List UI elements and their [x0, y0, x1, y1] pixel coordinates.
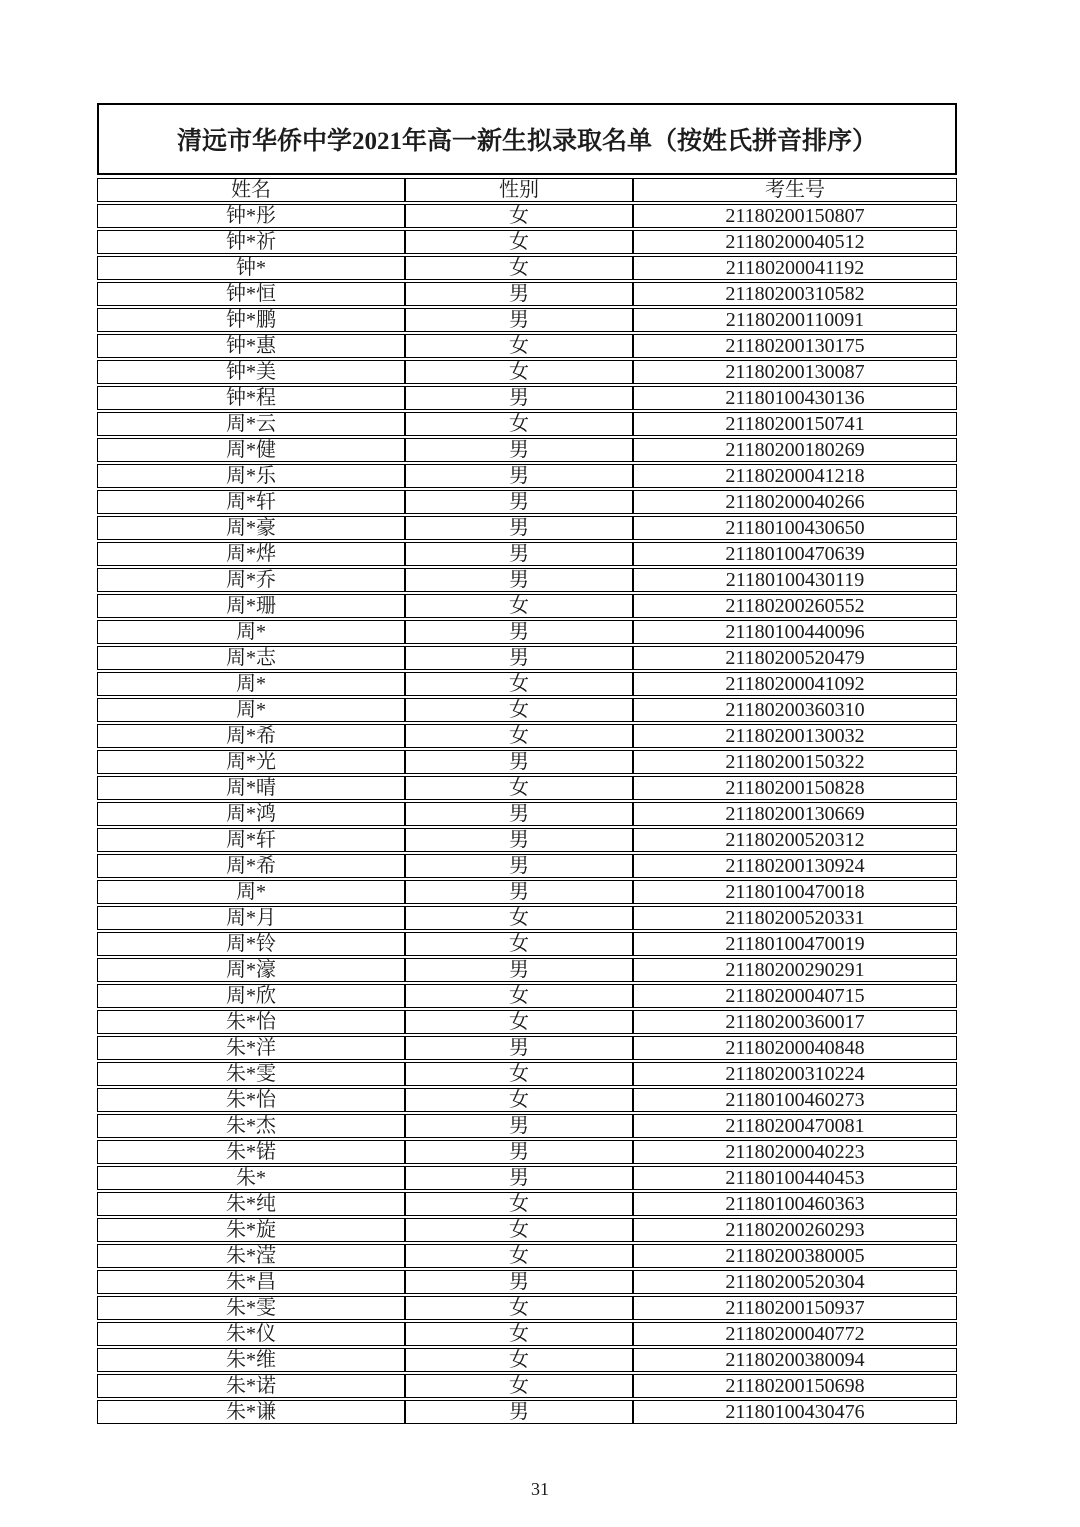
- table-row: [97, 1062, 957, 1086]
- column-header-exam-number: 考生号: [633, 178, 957, 202]
- cell-name: 朱*锘: [97, 1140, 405, 1164]
- cell-gender: 男: [405, 620, 633, 644]
- cell-exam-number: 21180200130175: [633, 334, 957, 358]
- cell-exam-number: 21180200260552: [633, 594, 957, 618]
- cell-exam-number: 21180200260293: [633, 1218, 957, 1242]
- cell-gender: 女: [405, 256, 633, 280]
- table-row: [97, 880, 957, 904]
- cell-exam-number: 21180100460273: [633, 1088, 957, 1112]
- cell-exam-number: 21180100430476: [633, 1400, 957, 1424]
- cell-exam-number: 21180200290291: [633, 958, 957, 982]
- cell-name: 周*云: [97, 412, 405, 436]
- title-box: [97, 103, 957, 175]
- cell-gender: 女: [405, 906, 633, 930]
- cell-gender: 女: [405, 1062, 633, 1086]
- cell-name: 朱*雯: [97, 1062, 405, 1086]
- cell-name: 周*晴: [97, 776, 405, 800]
- table-row: [97, 282, 957, 306]
- cell-gender: 男: [405, 1400, 633, 1424]
- table-row: [97, 1140, 957, 1164]
- cell-name: 钟*恒: [97, 282, 405, 306]
- cell-exam-number: 21180100430119: [633, 568, 957, 592]
- cell-gender: 女: [405, 1088, 633, 1112]
- cell-exam-number: 21180200040512: [633, 230, 957, 254]
- cell-exam-number: 21180200110091: [633, 308, 957, 332]
- cell-exam-number: 21180100470019: [633, 932, 957, 956]
- cell-exam-number: 21180200180269: [633, 438, 957, 462]
- table-row: [97, 256, 957, 280]
- cell-exam-number: 21180200520331: [633, 906, 957, 930]
- table-row: [97, 1088, 957, 1112]
- table-row: [97, 750, 957, 774]
- cell-exam-number: 21180200380005: [633, 1244, 957, 1268]
- cell-gender: 女: [405, 204, 633, 228]
- cell-name: 周*健: [97, 438, 405, 462]
- table-row: [97, 646, 957, 670]
- cell-name: 周*珊: [97, 594, 405, 618]
- cell-gender: 女: [405, 724, 633, 748]
- table-header: [97, 178, 957, 202]
- cell-name: 钟*鹏: [97, 308, 405, 332]
- cell-name: 朱*滢: [97, 1244, 405, 1268]
- cell-exam-number: 21180200310582: [633, 282, 957, 306]
- cell-exam-number: 21180200130669: [633, 802, 957, 826]
- cell-gender: 男: [405, 282, 633, 306]
- cell-gender: 男: [405, 516, 633, 540]
- cell-gender: 男: [405, 750, 633, 774]
- cell-exam-number: 21180200150322: [633, 750, 957, 774]
- cell-name: 周*志: [97, 646, 405, 670]
- cell-name: 周*烨: [97, 542, 405, 566]
- cell-gender: 女: [405, 1218, 633, 1242]
- table-row: [97, 1296, 957, 1320]
- cell-exam-number: 21180200150828: [633, 776, 957, 800]
- cell-exam-number: 21180200150807: [633, 204, 957, 228]
- cell-name: 钟*祈: [97, 230, 405, 254]
- cell-name: 周*: [97, 620, 405, 644]
- cell-name: 钟*彤: [97, 204, 405, 228]
- table-row: [97, 906, 957, 930]
- cell-name: 钟*程: [97, 386, 405, 410]
- table-row: [97, 828, 957, 852]
- table-row: [97, 854, 957, 878]
- table-row: [97, 594, 957, 618]
- cell-gender: 男: [405, 958, 633, 982]
- table-row: [97, 1322, 957, 1346]
- table-row: [97, 568, 957, 592]
- table-row: [97, 542, 957, 566]
- table-body: [97, 204, 957, 1424]
- cell-name: 朱*怡: [97, 1010, 405, 1034]
- cell-gender: 女: [405, 360, 633, 384]
- table-row: [97, 1192, 957, 1216]
- cell-gender: 男: [405, 828, 633, 852]
- cell-name: 周*乔: [97, 568, 405, 592]
- cell-exam-number: 21180200520479: [633, 646, 957, 670]
- cell-exam-number: 21180200150741: [633, 412, 957, 436]
- cell-exam-number: 21180200040848: [633, 1036, 957, 1060]
- table-row: [97, 620, 957, 644]
- cell-gender: 男: [405, 1270, 633, 1294]
- table-row: [97, 1010, 957, 1034]
- table-row: [97, 438, 957, 462]
- cell-exam-number: 21180100430136: [633, 386, 957, 410]
- page-number: 31: [531, 1479, 549, 1499]
- cell-exam-number: 21180200470081: [633, 1114, 957, 1138]
- cell-exam-number: 21180200041092: [633, 672, 957, 696]
- cell-name: 周*濠: [97, 958, 405, 982]
- cell-name: 周*希: [97, 854, 405, 878]
- table-row: [97, 204, 957, 228]
- table-row: [97, 958, 957, 982]
- cell-name: 朱*纯: [97, 1192, 405, 1216]
- cell-gender: 男: [405, 1036, 633, 1060]
- cell-name: 朱*诺: [97, 1374, 405, 1398]
- cell-gender: 女: [405, 230, 633, 254]
- table-row: [97, 776, 957, 800]
- table-row: [97, 1348, 957, 1372]
- cell-name: 朱*洋: [97, 1036, 405, 1060]
- table-row: [97, 1166, 957, 1190]
- cell-gender: 女: [405, 932, 633, 956]
- cell-gender: 女: [405, 594, 633, 618]
- cell-name: 朱*雯: [97, 1296, 405, 1320]
- cell-gender: 女: [405, 698, 633, 722]
- table-row: [97, 1036, 957, 1060]
- cell-exam-number: 21180200360017: [633, 1010, 957, 1034]
- cell-gender: 男: [405, 490, 633, 514]
- cell-gender: 男: [405, 464, 633, 488]
- cell-exam-number: 21180100440096: [633, 620, 957, 644]
- table-row: [97, 360, 957, 384]
- header-row: [97, 178, 957, 202]
- table-row: [97, 308, 957, 332]
- cell-name: 周*希: [97, 724, 405, 748]
- table-row: [97, 698, 957, 722]
- cell-gender: 男: [405, 1166, 633, 1190]
- cell-gender: 男: [405, 568, 633, 592]
- cell-name: 周*铃: [97, 932, 405, 956]
- cell-name: 钟*: [97, 256, 405, 280]
- page-title: 清远市华侨中学2021年高一新生拟录取名单（按姓氏拼音排序）: [176, 128, 877, 155]
- cell-gender: 女: [405, 1296, 633, 1320]
- cell-exam-number: 21180100470639: [633, 542, 957, 566]
- cell-exam-number: 21180200130032: [633, 724, 957, 748]
- cell-name: 周*月: [97, 906, 405, 930]
- cell-gender: 男: [405, 386, 633, 410]
- cell-gender: 女: [405, 672, 633, 696]
- cell-exam-number: 21180100470018: [633, 880, 957, 904]
- cell-name: 周*: [97, 880, 405, 904]
- cell-name: 周*轩: [97, 490, 405, 514]
- table-row: [97, 386, 957, 410]
- cell-name: 朱*仪: [97, 1322, 405, 1346]
- cell-exam-number: 21180200130924: [633, 854, 957, 878]
- table-row: [97, 1270, 957, 1294]
- cell-gender: 男: [405, 542, 633, 566]
- cell-gender: 男: [405, 438, 633, 462]
- cell-name: 周*: [97, 672, 405, 696]
- cell-name: 周*: [97, 698, 405, 722]
- cell-name: 周*轩: [97, 828, 405, 852]
- cell-gender: 女: [405, 1192, 633, 1216]
- table-row: [97, 334, 957, 358]
- cell-gender: 女: [405, 1010, 633, 1034]
- table-row: [97, 932, 957, 956]
- cell-exam-number: 21180200040772: [633, 1322, 957, 1346]
- cell-exam-number: 21180200040223: [633, 1140, 957, 1164]
- table-row: [97, 490, 957, 514]
- table-row: [97, 1218, 957, 1242]
- cell-name: 周*欣: [97, 984, 405, 1008]
- cell-exam-number: 21180100440453: [633, 1166, 957, 1190]
- cell-exam-number: 21180200040715: [633, 984, 957, 1008]
- table-row: [97, 672, 957, 696]
- cell-exam-number: 21180200520312: [633, 828, 957, 852]
- admission-table: [97, 176, 957, 1426]
- cell-name: 钟*惠: [97, 334, 405, 358]
- table-row: [97, 724, 957, 748]
- cell-gender: 女: [405, 1348, 633, 1372]
- cell-name: 朱*: [97, 1166, 405, 1190]
- cell-name: 周*光: [97, 750, 405, 774]
- cell-name: 朱*杰: [97, 1114, 405, 1138]
- cell-name: 周*乐: [97, 464, 405, 488]
- cell-gender: 男: [405, 308, 633, 332]
- cell-name: 朱*怡: [97, 1088, 405, 1112]
- cell-gender: 女: [405, 1244, 633, 1268]
- table-row: [97, 464, 957, 488]
- table-row: [97, 1400, 957, 1424]
- cell-gender: 男: [405, 880, 633, 904]
- cell-gender: 男: [405, 1114, 633, 1138]
- cell-gender: 女: [405, 412, 633, 436]
- cell-exam-number: 21180100460363: [633, 1192, 957, 1216]
- table-row: [97, 412, 957, 436]
- cell-exam-number: 21180200040266: [633, 490, 957, 514]
- cell-name: 钟*美: [97, 360, 405, 384]
- cell-exam-number: 21180200310224: [633, 1062, 957, 1086]
- cell-gender: 男: [405, 646, 633, 670]
- cell-exam-number: 21180200041218: [633, 464, 957, 488]
- cell-gender: 女: [405, 334, 633, 358]
- cell-name: 朱*维: [97, 1348, 405, 1372]
- cell-name: 周*豪: [97, 516, 405, 540]
- table-row: [97, 802, 957, 826]
- cell-exam-number: 21180200041192: [633, 256, 957, 280]
- cell-gender: 女: [405, 1322, 633, 1346]
- table-row: [97, 1244, 957, 1268]
- cell-gender: 女: [405, 776, 633, 800]
- cell-name: 朱*昌: [97, 1270, 405, 1294]
- cell-name: 朱*旋: [97, 1218, 405, 1242]
- table-row: [97, 230, 957, 254]
- column-header-gender: 性别: [405, 178, 633, 202]
- cell-exam-number: 21180100430650: [633, 516, 957, 540]
- table-row: [97, 984, 957, 1008]
- cell-exam-number: 21180200380094: [633, 1348, 957, 1372]
- cell-exam-number: 21180200150698: [633, 1374, 957, 1398]
- table-row: [97, 1114, 957, 1138]
- cell-gender: 女: [405, 984, 633, 1008]
- table-row: [97, 1374, 957, 1398]
- cell-gender: 女: [405, 1374, 633, 1398]
- cell-name: 朱*谦: [97, 1400, 405, 1424]
- cell-exam-number: 21180200520304: [633, 1270, 957, 1294]
- cell-exam-number: 21180200150937: [633, 1296, 957, 1320]
- cell-exam-number: 21180200360310: [633, 698, 957, 722]
- admission-list-document: [97, 103, 957, 1426]
- cell-gender: 男: [405, 802, 633, 826]
- cell-name: 周*鸿: [97, 802, 405, 826]
- column-header-name: 姓名: [97, 178, 405, 202]
- cell-gender: 男: [405, 1140, 633, 1164]
- cell-exam-number: 21180200130087: [633, 360, 957, 384]
- table-row: [97, 516, 957, 540]
- cell-gender: 男: [405, 854, 633, 878]
